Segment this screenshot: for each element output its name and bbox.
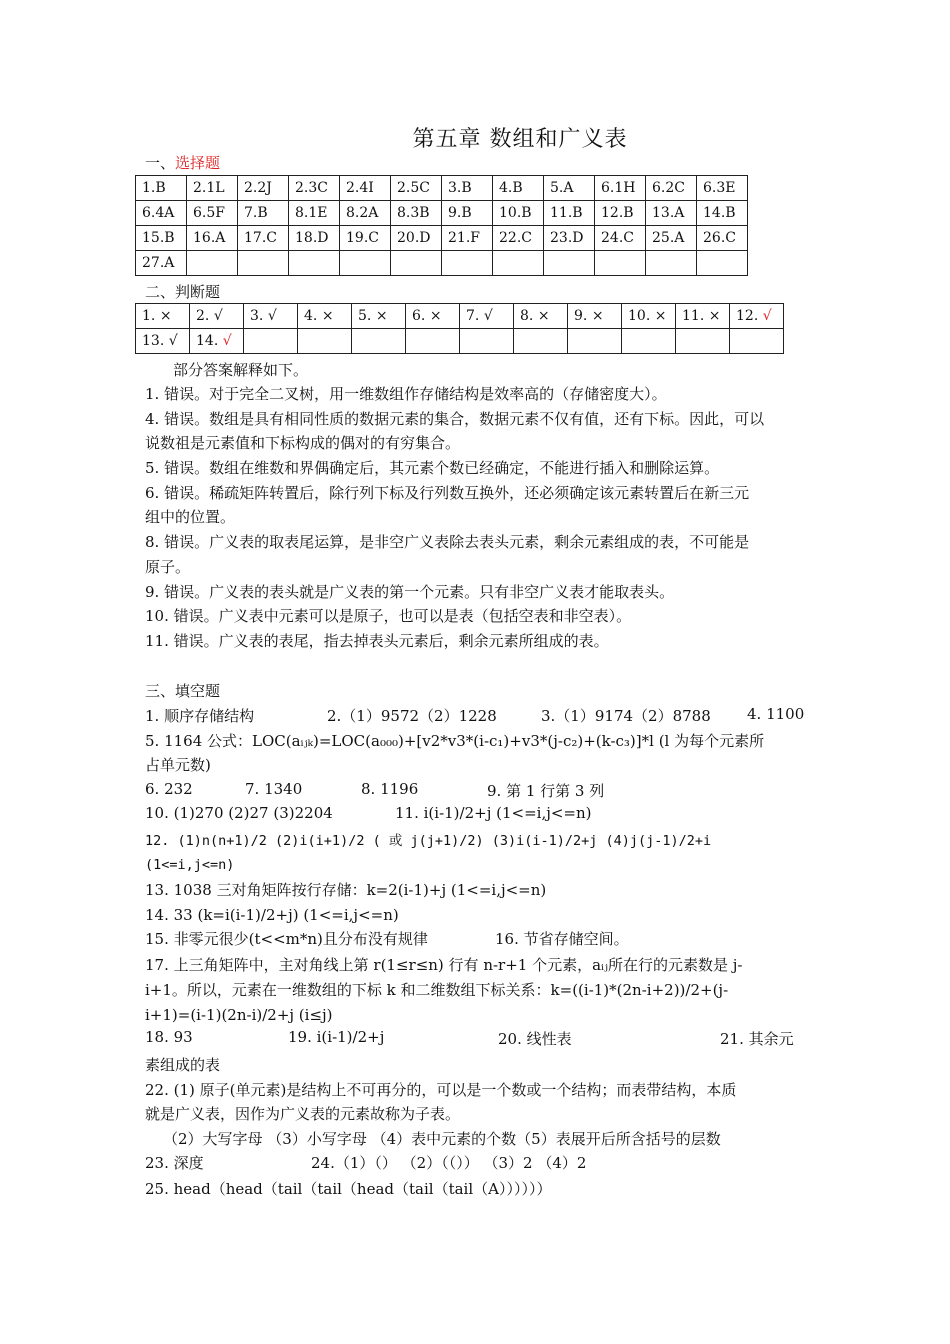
judge-cell [298,304,352,329]
judge-mark: √ [483,308,493,324]
judge-number: 2. [196,308,214,324]
judge-cell [190,304,244,329]
section-judge-heading: 二、判断题 [145,283,221,301]
judge-cell [676,304,730,329]
choice-cell [595,251,646,276]
explain-line: 5. 错误。数组在维数和界偶确定后，其元素个数已经确定，不能进行插入和删除运算。 [145,459,720,477]
choice-cell: 6.1H [595,176,646,201]
fill-row: 23. 深度 24.（1）（） （2）（（）） （3）2 （4）2 [145,1154,587,1172]
choice-cell: 6.2C [646,176,697,201]
judge-mark: × [654,308,667,324]
judge-cell [352,329,406,354]
judge-mark: √ [168,333,178,349]
judge-cell [568,329,622,354]
choice-cell [289,251,340,276]
choice-cell: 8.2A [340,201,391,226]
judge-number: 10. [628,308,655,324]
fill-row: 15. 非零元很少(t<<m*n)且分布没有规律 16. 节省存储空间。 [145,930,629,948]
explain-line: 10. 错误。广义表中元素可以是原子，也可以是表（包括空表和非空表）。 [145,607,632,625]
choice-cell [391,251,442,276]
choice-cell: 6.5F [187,201,238,226]
choice-cell: 12.B [595,201,646,226]
fill-line: 25. head（head（tail（tail（head（tail（tail（A）））））） [145,1180,552,1198]
choice-cell: 6.4A [136,201,187,226]
choice-cell [238,251,289,276]
judge-cell [730,329,784,354]
judge-mark: × [591,308,604,324]
fill-row: 10. (1)270 (2)27 (3)2204 11. i(i-1)/2+j (1<=i,j<=n) [145,804,592,822]
fill-line: 13. 1038 三对角矩阵按行存储：k=2(i-1)+j (1<=i,j<=n) [145,881,547,899]
judge-cell [622,304,676,329]
explain-intro: 部分答案解释如下。 [173,361,309,379]
choice-cell: 2.2J [238,176,289,201]
page-title: 第五章 数组和广义表 [412,127,628,152]
judge-number: 13. [142,333,169,349]
choice-cell [544,251,595,276]
choice-cell: 15.B [136,226,187,251]
explain-line: 说数祖是元素值和下标构成的偶对的有穷集合。 [145,434,461,452]
judge-mark: × [429,308,442,324]
choice-cell: 3.B [442,176,493,201]
judge-cell [460,304,514,329]
explain-line: 11. 错误。广义表的表尾，指去掉表头元素后，剩余元素所组成的表。 [145,632,609,650]
judge-cell [136,304,190,329]
choice-answer-table [135,175,748,276]
judge-number: 6. [412,308,430,324]
explain-line: 8. 错误。广义表的取表尾运算，是非空广义表除去表头元素，剩余元素组成的表，不可能是 [145,533,750,551]
section-fill-heading: 三、填空题 [145,682,221,700]
fill-line: 22. (1) 原子(单元素)是结构上不可再分的，可以是一个数或一个结构；而表带结构，本质 [145,1081,737,1099]
choice-row [136,176,748,201]
fill-line: 5. 1164 公式：LOC(aᵢⱼₖ)=LOC(a₀₀₀)+[v2*v3*(i-c₁)+v3*(j-c₂)+(k-c₃)]*l (l 为每个元素所 [145,732,765,750]
explain-line: 9. 错误。广义表的表头就是广义表的第一个元素。只有非空广义表才能取表头。 [145,583,675,601]
choice-cell: 21.F [442,226,493,251]
judge-mark: × [321,308,334,324]
judge-number: 4. [304,308,322,324]
fill-line: 12. (1)n(n+1)/2 (2)i(i+1)/2 ( 或 j(j+1)/2) (3)i(i-1)/2+j (4)j(j-1)/2+i [145,833,712,849]
choice-cell: 26.C [697,226,748,251]
fill-row: 1. 顺序存储结构 2.（1）9572（2）1228 3.（1）9174（2）8788 4. 1100 [145,705,805,725]
judge-cell [514,329,568,354]
choice-cell: 2.3C [289,176,340,201]
choice-cell: 2.5C [391,176,442,201]
explain-line: 1. 错误。对于完全二叉树，用一维数组作存储结构是效率高的（存储密度大）。 [145,385,667,403]
choice-cell: 6.3E [697,176,748,201]
choice-cell: 5.A [544,176,595,201]
judge-mark: √ [267,308,277,324]
fill-line: i+1)=(i-1)(2n-i)/2+j (i≤j) [145,1006,333,1024]
choice-cell: 13.A [646,201,697,226]
choice-cell: 4.B [493,176,544,201]
judge-number: 3. [250,308,268,324]
judge-answer-table [135,303,784,354]
judge-cell [136,329,190,354]
judge-mark: × [375,308,388,324]
choice-row [136,226,748,251]
choice-cell [340,251,391,276]
judge-cell [676,329,730,354]
judge-row [136,329,784,354]
section-choice-heading: 一、选择题 [145,154,221,172]
choice-cell: 17.C [238,226,289,251]
judge-cell [406,304,460,329]
choice-cell: 23.D [544,226,595,251]
choice-cell: 16.A [187,226,238,251]
choice-cell [187,251,238,276]
explain-line: 原子。 [145,558,191,576]
choice-cell: 2.4I [340,176,391,201]
choice-cell: 19.C [340,226,391,251]
choice-cell: 10.B [493,201,544,226]
fill-line: （2）大写字母 （3）小写字母 （4）表中元素的个数（5）表展开后所含括号的层数 [163,1130,721,1148]
choice-cell: 25.A [646,226,697,251]
judge-mark: × [708,308,721,324]
judge-number: 11. [682,308,709,324]
judge-mark: × [159,308,172,324]
judge-mark: √ [213,308,223,324]
choice-row [136,251,748,276]
judge-mark: √ [222,333,232,349]
judge-cell [622,329,676,354]
choice-cell: 7.B [238,201,289,226]
fill-line: 就是广义表，因作为广义表的元素故称为子表。 [145,1105,461,1123]
choice-cell: 9.B [442,201,493,226]
choice-cell [493,251,544,276]
choice-cell: 22.C [493,226,544,251]
choice-cell: 8.3B [391,201,442,226]
judge-number: 8. [520,308,538,324]
fill-line: 14. 33 (k=i(i-1)/2+j) (1<=i,j<=n) [145,906,399,924]
explain-line: 组中的位置。 [145,508,236,526]
judge-mark: × [537,308,550,324]
fill-line: 素组成的表 [145,1056,221,1074]
judge-number: 7. [466,308,484,324]
judge-cell [406,329,460,354]
fill-line: 占单元数) [145,756,211,774]
choice-cell: 27.A [136,251,187,276]
fill-row: 6. 232 7. 1340 8. 1196 9. 第 1 行第 3 列 [145,780,605,800]
fill-line: i+1。所以，元素在一维数组的下标 k 和二维数组下标关系：k=((i-1)*(2n-i+2))/2+(j- [145,981,729,999]
choice-row [136,201,748,226]
explain-line: 4. 错误。数组是具有相同性质的数据元素的集合，数据元素不仅有值，还有下标。因此，可以 [145,410,765,428]
judge-number: 9. [574,308,592,324]
choice-cell: 8.1E [289,201,340,226]
judge-number: 5. [358,308,376,324]
judge-number: 14. [196,333,223,349]
judge-cell [460,329,514,354]
judge-number: 1. [142,308,160,324]
judge-cell [514,304,568,329]
choice-cell: 11.B [544,201,595,226]
choice-cell: 1.B [136,176,187,201]
choice-cell: 18.D [289,226,340,251]
choice-cell [442,251,493,276]
judge-cell [244,329,298,354]
judge-row [136,304,784,329]
judge-cell [730,304,784,329]
choice-cell [697,251,748,276]
choice-cell [646,251,697,276]
judge-mark: √ [762,308,772,324]
choice-cell: 24.C [595,226,646,251]
judge-cell [568,304,622,329]
fill-row: 18. 93 19. i(i-1)/2+j 20. 线性表 21. 其余元 [145,1028,794,1048]
judge-cell [244,304,298,329]
explain-line: 6. 错误。稀疏矩阵转置后，除行列下标及行列数互换外，还必须确定该元素转置后在新三元 [145,484,750,502]
judge-cell [352,304,406,329]
judge-cell [190,329,244,354]
judge-cell [298,329,352,354]
choice-cell: 2.1L [187,176,238,201]
judge-number: 12. [736,308,763,324]
choice-cell: 14.B [697,201,748,226]
choice-cell: 20.D [391,226,442,251]
fill-line: 17. 上三角矩阵中，主对角线上第 r(1≤r≤n) 行有 n-r+1 个元素，aᵢⱼ所在行的元素数是 j- [145,956,743,974]
fill-line: (1<=i,j<=n) [145,857,235,873]
